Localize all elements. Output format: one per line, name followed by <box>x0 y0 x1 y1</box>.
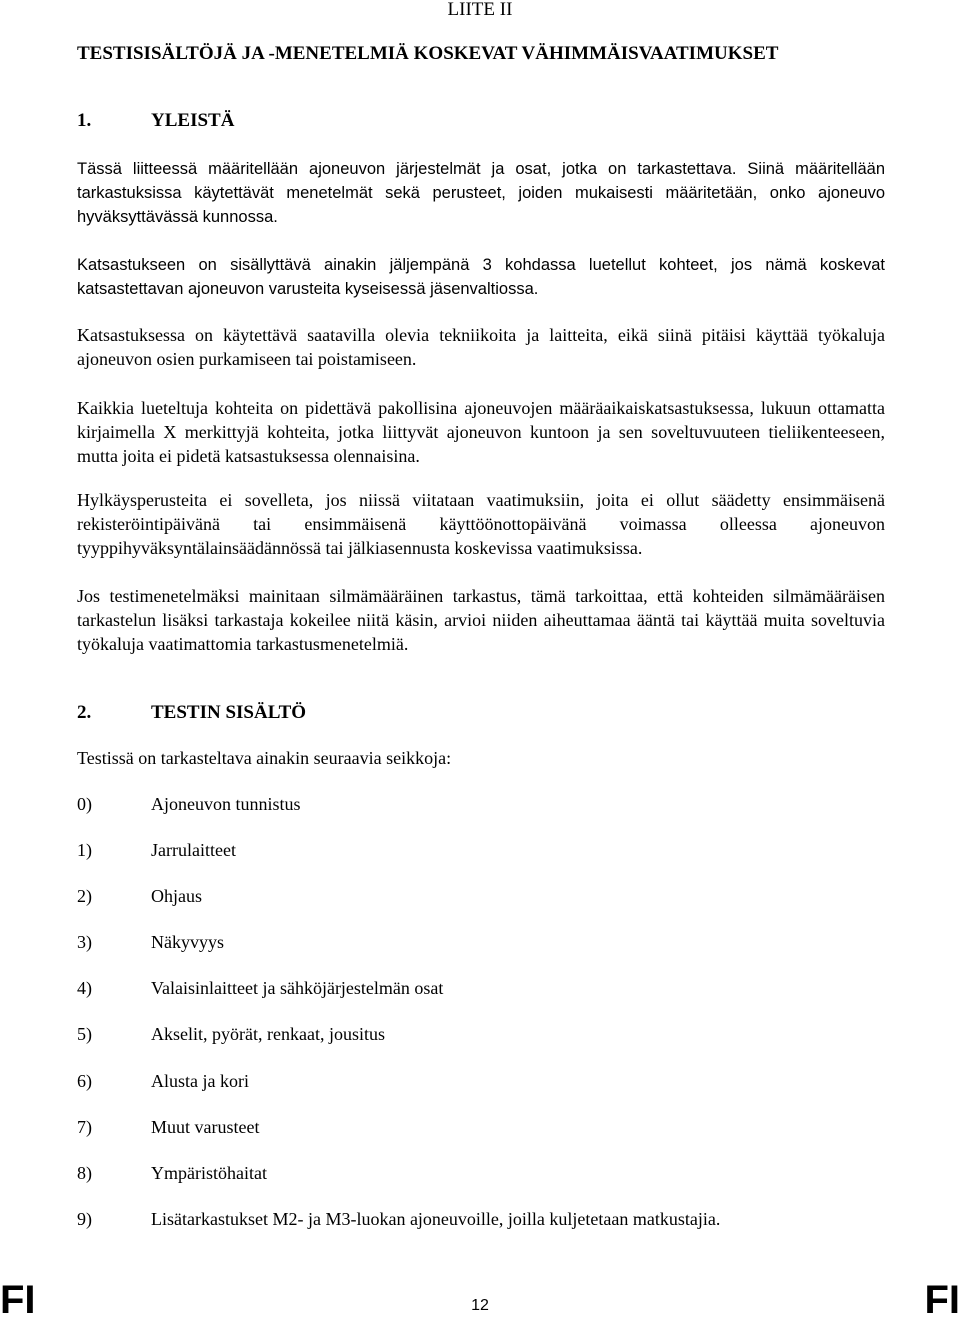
list-item-index: 7) <box>77 1116 92 1137</box>
list-item-index: 4) <box>77 978 92 999</box>
list-item-text: Jarrulaitteet <box>151 840 236 861</box>
section-2-title: TESTIN SISÄLTÖ <box>151 702 307 723</box>
footer-language-code-right: FI <box>924 1278 960 1322</box>
section-1-number: 1. <box>77 110 92 131</box>
list-item-text: Lisätarkastukset M2- ja M3-luokan ajoneuvoille, joilla kuljetetaan matkustajia. <box>151 1208 721 1229</box>
page-number: 12 <box>471 1297 489 1314</box>
list-item <box>77 976 885 1022</box>
list-item-text: Alusta ja kori <box>151 1070 249 1091</box>
annex-label-text: LIITE II <box>447 0 513 20</box>
list-item-index: 9) <box>77 1208 92 1229</box>
list-item <box>77 1069 885 1115</box>
list-item-text: Ajoneuvon tunnistus <box>151 794 301 814</box>
footer-language-code-left: FI <box>0 1278 36 1322</box>
list-item-text: Ympäristöhaitat <box>151 1162 267 1183</box>
list-item-index: 6) <box>77 1070 92 1091</box>
list-item <box>77 1161 885 1207</box>
list-item-text: Muut varusteet <box>151 1116 260 1137</box>
inspection-items-list <box>77 792 885 1253</box>
paragraph-5: Hylkäysperusteita ei sovelleta, jos niissä viitataan vaatimuksiin, joita ei ollut säädetty ensimmäisenä rekisteröintipäivänä tai ensimmäisenä käyttöönottopäivänä voimassa olleessa ajoneuvon tyyppihyväksyntälainsäädännössä tai jälkiasennusta koskevissa vaatimuksissa. <box>77 490 885 558</box>
list-item-index: 1) <box>77 840 92 861</box>
list-item <box>77 1022 885 1068</box>
list-item <box>77 1207 885 1253</box>
paragraph-2: Katsastukseen on sisällyttävä ainakin jäljempänä 3 kohdassa luetellut kohteet, jos nämä koskevat katsastettavan ajoneuvon varusteita kyseisessä jäsenvaltiossa. <box>77 256 885 298</box>
paragraph-3: Katsastuksessa on käytettävä saatavilla olevia tekniikoita ja laitteita, eikä siinä pitäisi käyttää työkaluja ajoneuvon osien purkamiseen tai poistamiseen. <box>77 325 885 369</box>
list-item-index: 3) <box>77 932 92 953</box>
list-item-text: Akselit, pyörät, renkaat, jousitus <box>151 1024 385 1045</box>
section-2-heading <box>77 700 306 726</box>
list-item <box>77 1115 885 1161</box>
paragraph-6: Jos testimenetelmäksi mainitaan silmämääräinen tarkastus, tämä tarkoittaa, että kohteiden silmämääräisen tarkastelun lisäksi tarkastaja kokeilee niitä käsin, arvioi niiden aiheuttamaa ääntä tai käyttää muita soveltuvia työkaluja vaatimattomia tarkastusmenetelmiä. <box>77 586 885 654</box>
list-item-text: Näkyvyys <box>151 932 224 953</box>
list-item <box>77 792 885 838</box>
paragraph-4: Kaikkia lueteltuja kohteita on pidettävä pakollisina ajoneuvojen määräaikaiskatsastuksessa, lukuun ottamatta kirjaimella X merkittyjä kohteita, jotka liittyvät ajoneuvon kuntoon ja sen soveltuvuuteen tieliikenteeseen, mutta joita ei pidetä katsastuksessa olennaisina. <box>77 398 885 466</box>
list-item-index: 5) <box>77 1024 92 1045</box>
list-item-index: 0) <box>77 794 92 814</box>
list-item <box>77 930 885 976</box>
section-1-heading <box>77 108 234 134</box>
paragraph-1: Tässä liitteessä määritellään ajoneuvon järjestelmät ja osat, jotka on tarkastettava. Siinä määritellään tarkastuksissa käytettävät menetelmät sekä perusteet, joiden mukaisesti määritetään, onko ajoneuvo hyväksyttävässä kunnossa. <box>77 160 885 226</box>
list-item-text: Ohjaus <box>151 886 202 907</box>
section-2-intro: Testissä on tarkasteltava ainakin seuraavia seikkoja: <box>77 748 452 768</box>
document-title: TESTISISÄLTÖJÄ JA -MENETELMIÄ KOSKEVAT VÄHIMMÄISVAATIMUKSET <box>77 43 779 64</box>
list-item-text: Valaisinlaitteet ja sähköjärjestelmän osat <box>151 978 444 999</box>
list-item <box>77 884 885 930</box>
list-item <box>77 838 885 884</box>
list-item-index: 8) <box>77 1162 92 1183</box>
section-2-number: 2. <box>77 702 92 723</box>
section-1-title: YLEISTÄ <box>151 110 235 131</box>
list-item-index: 2) <box>77 886 92 907</box>
annex-label <box>0 0 960 22</box>
